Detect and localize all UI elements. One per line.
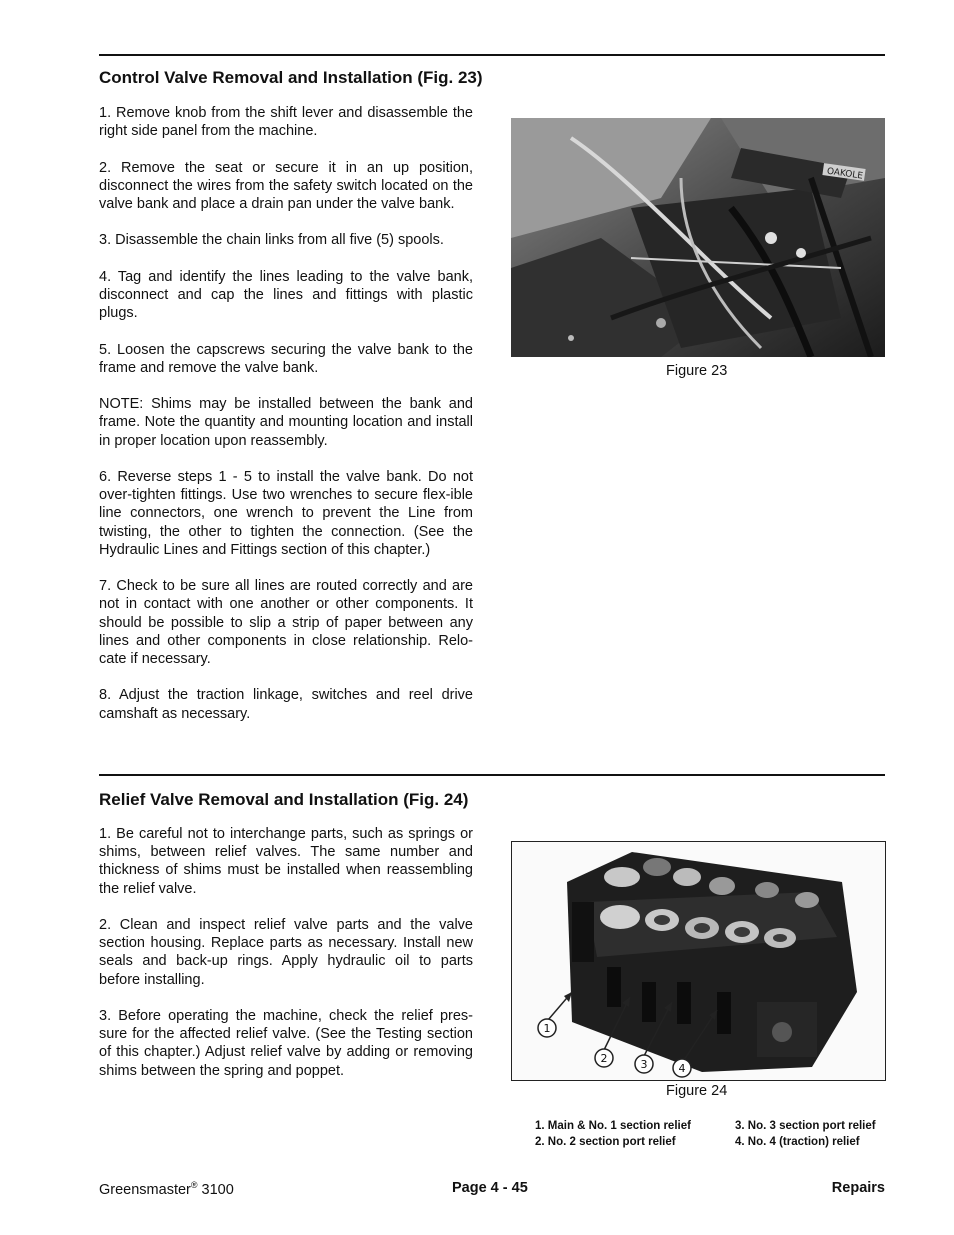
legend-item: 1. Main & No. 1 section relief [535,1120,691,1132]
step-paragraph: 4. Tag and identify the lines leading to the valve bank, disconnect and cap the lines and fittings with plastic plugs. [99,268,473,322]
legend-item: 3. No. 3 section port relief [735,1120,876,1132]
section-heading-control-valve: Control Valve Removal and Installation (Fig. 23) [99,68,483,87]
step-paragraph: 3. Disassemble the chain links from all five (5) spools. [99,232,444,249]
figure-23-photo [511,118,885,357]
control-valve-steps [99,104,473,741]
callout-3: 3 [640,1058,648,1071]
step-paragraph: 7. Check to be sure all lines are routed correctly and are not in contact with one another or other components. It should be possible to slip a strip of paper between any lines and other components in close relationship. Relo-cate if necessary. [99,578,473,667]
callout-1: 1 [543,1022,551,1035]
relief-valve-steps [99,825,473,1098]
figure-24-photo [511,841,886,1081]
product-model: 3100 [197,1181,234,1198]
section-heading-relief-valve: Relief Valve Removal and Installation (Fig. 24) [99,790,469,809]
step-paragraph: 8. Adjust the traction linkage, switches and reel drive camshaft as necessary. [99,687,473,722]
note-paragraph: NOTE: Shims may be installed between the bank and frame. Note the quantity and mounting location and install in proper location upon reassembly. [99,396,473,449]
figure-24-caption: Figure 24 [666,1083,728,1099]
callout-2: 2 [600,1052,608,1065]
step-paragraph: 1. Remove knob from the shift lever and disassemble the right side panel from the machine. [99,105,473,140]
footer-page-number: Page 4 - 45 [452,1180,528,1196]
top-rule [99,54,885,56]
legend-item: 4. No. 4 (traction) relief [735,1136,860,1148]
step-paragraph: 1. Be careful not to interchange parts, such as springs or shims, between relief valves. The same number and thickness of shims must be installed when reassembling the relief valve. [99,826,473,897]
step-paragraph: 6. Reverse steps 1 - 5 to install the valve bank. Do not over-tighten fittings. Use two wrenches to secure flex-ible line connectors, one wrench to prevent the Line from twisting, the other to tighten the connection. (See the Hydraulic Lines and Fittings section of this chapter.) [99,468,473,558]
section-rule [99,774,885,776]
step-paragraph: 5. Loosen the capscrews securing the valve bank to the frame and remove the valve bank. [99,341,473,376]
figure-24-legend-right [735,1118,876,1150]
footer-section-name: Repairs [831,1180,885,1196]
registered-mark: ® [190,1180,198,1190]
figure-23-caption: Figure 23 [666,363,728,379]
figure-24-legend-left [535,1118,691,1150]
figure-label-text: OAKOLE [826,166,864,182]
step-paragraph: 2. Clean and inspect relief valve parts and the valve section housing. Replace parts as necessary. Install new seals and back-up rings. Apply hydraulic oil to parts before installing. [99,917,473,988]
footer-product [99,1180,234,1198]
callout-4: 4 [678,1062,686,1075]
step-paragraph: 3. Before operating the machine, check the relief pres-sure for the affected relief valve. (See the Testing section of this chapter.) Adjust relief valve by adding or removing shims between the spring and poppet. [99,1008,473,1079]
step-paragraph: 2. Remove the seat or secure it in an up position, disconnect the wires from the safety switch located on the valve bank and place a drain pan under the valve bank. [99,159,473,212]
legend-item: 2. No. 2 section port relief [535,1136,676,1148]
product-name: Greensmaster [99,1181,191,1198]
